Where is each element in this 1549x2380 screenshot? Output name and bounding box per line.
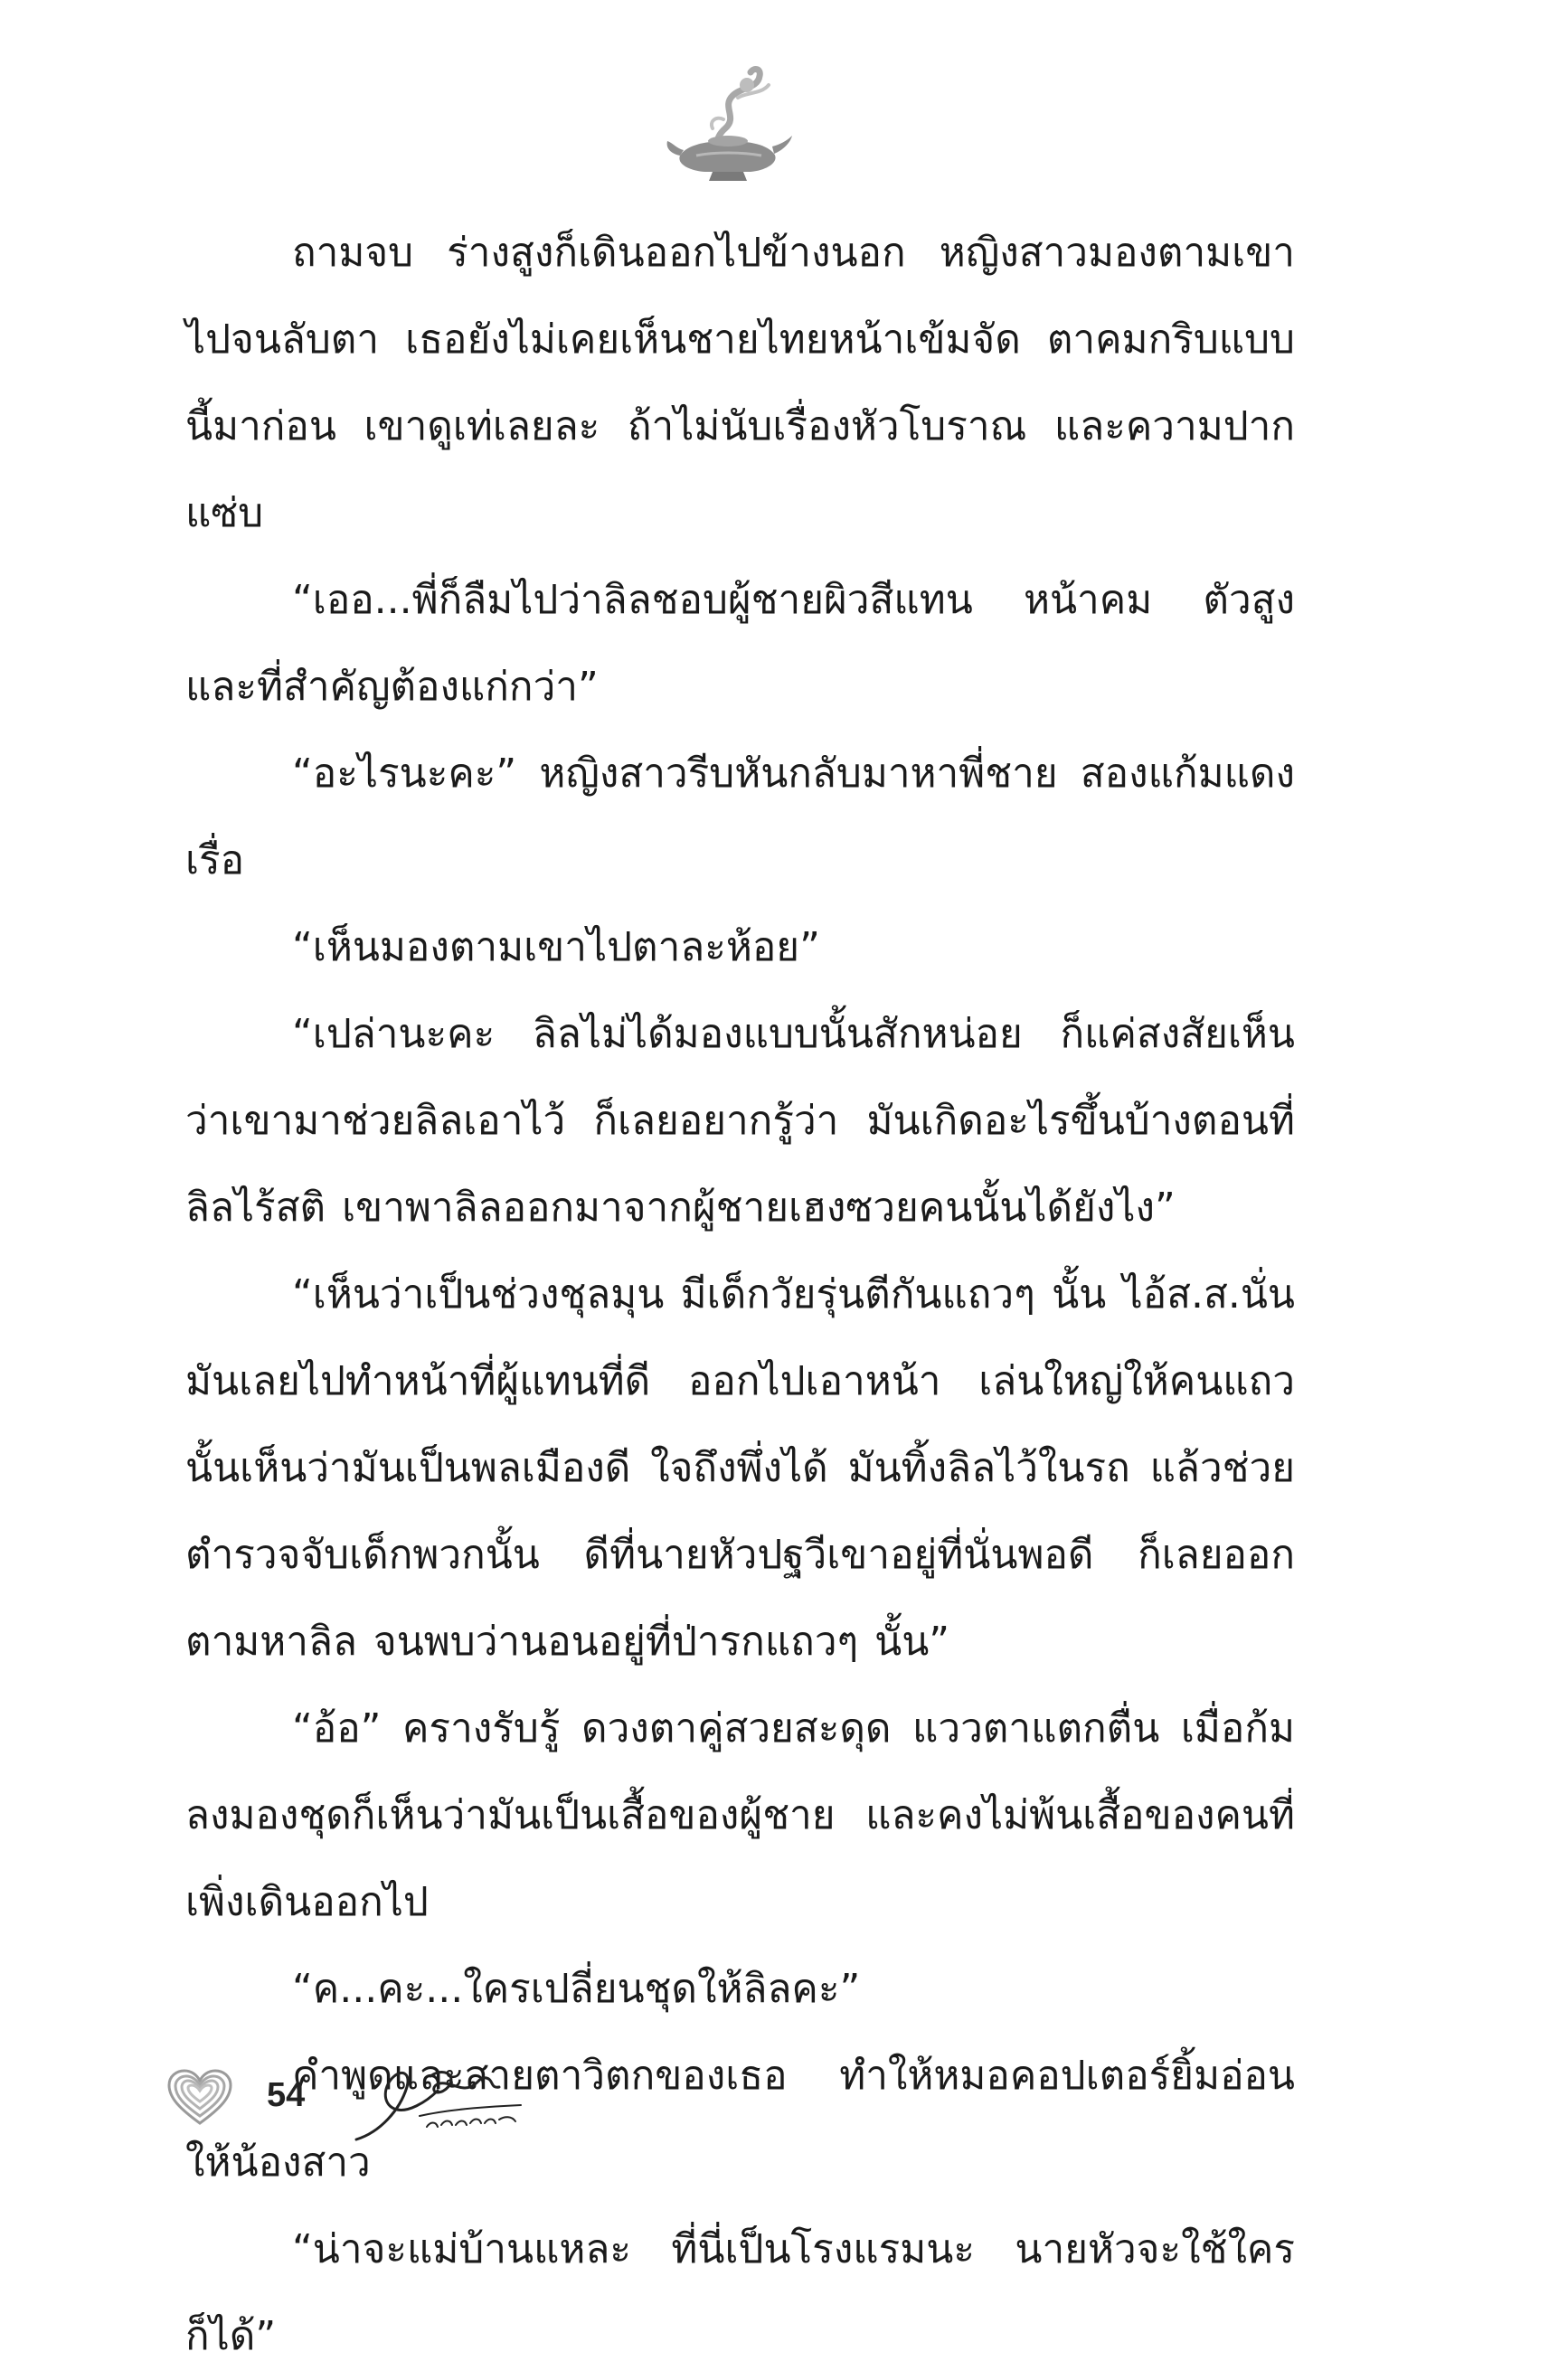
paragraph: “น่าจะแม่บ้านแหละ ที่นี่เป็นโรงแรมนะ นายหัวจะใช้ใครก็ได้” [185,2226,1295,2359]
paragraph: “เห็นมองตามเขาไปตาละห้อย” [292,924,820,970]
concentric-heart-icon [167,2069,232,2127]
paragraph: คำพูดและสายตาวิตกของเธอ ทำให้หมอคอปเตอร์ยิ้มอ่อนให้น้องสาว [185,2053,1295,2186]
genie-lamp-icon [660,65,796,187]
signature-logo [344,2056,534,2147]
paragraph: “อะไรนะคะ” หญิงสาวรีบหันกลับมาหาพี่ชาย สองแก้มแดงเรื่อ [185,751,1295,883]
page-number: 54 [267,2076,306,2114]
paragraph: “ค...คะ...ใครเปลี่ยนชุดให้ลิลคะ” [292,1966,861,2012]
paragraph: “เปล่านะคะ ลิลไม่ได้มองแบบนั้นสักหน่อย ก็แค่สงสัยเห็นว่าเขามาช่วยลิลเอาไว้ ก็เลยอยากรู้ว่า มันเกิดอะไรขึ้นบ้างตอนที่ลิลไร้สติ เขาพาลิลออกมาจากผู้ชายเฮงซวยคนนั้นได้ยังไง” [185,1011,1295,1231]
paragraph: “เออ...พี่ก็ลืมไปว่าลิลชอบผู้ชายผิวสีแทน หน้าคม ตัวสูงและที่สำคัญต้องแก่กว่า” [185,577,1295,710]
paragraph: “อ้อ” ครางรับรู้ ดวงตาคู่สวยสะดุด แววตาแตกตื่น เมื่อก้มลงมองชุดก็เห็นว่ามันเป็นเสื้อของผู้ชาย และคงไม่พ้นเสื้อของคนที่เพิ่งเดินออกไป [185,1705,1295,1925]
paragraph: ถามจบ ร่างสูงก็เดินออกไปข้างนอก หญิงสาวมองตามเขาไปจนลับตา เธอยังไม่เคยเห็นชายไทยหน้าเข้มจัด ตาคมกริบแบบนี้มาก่อน เขาดูเท่เลยละ ถ้าไม่นับเรื่องหัวโบราณ และความปากแซ่บ [185,230,1295,536]
paragraph: “เห็นว่าเป็นช่วงชุลมุน มีเด็กวัยรุ่นตีกันแถวๆ นั้น ไอ้ส.ส.นั่นมันเลยไปทำหน้าที่ผู้แทนที่ดี ออกไปเอาหน้า เล่นใหญ่ให้คนแถวนั้นเห็นว่ามันเป็นพลเมืองดี ใจถึงพึ่งได้ มันทิ้งลิลไว้ในรถ แล้วช่วยตำรวจจับเด็กพวกนั้น ดีที่นายหัวปฐวีเขาอยู่ที่นั่นพอดี ก็เลยออกตามหาลิล จนพบว่านอนอยู่ที่ป่ารกแถวๆ นั้น” [185,1271,1295,1665]
page-footer [0,2051,1549,2159]
